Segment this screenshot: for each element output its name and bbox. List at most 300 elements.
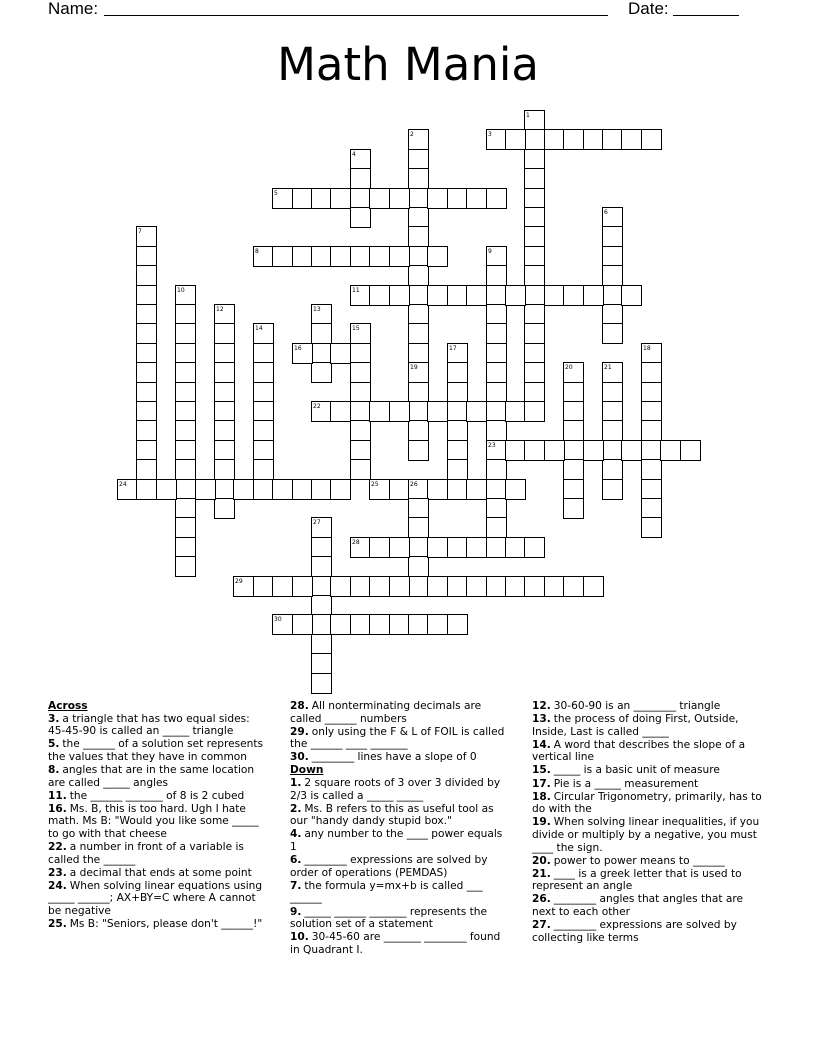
crossword-cell[interactable] [253,382,274,403]
crossword-cell[interactable] [330,246,351,267]
crossword-cell[interactable] [272,479,293,500]
crossword-cell[interactable] [583,440,604,461]
crossword-cell[interactable] [602,401,623,422]
crossword-cell[interactable] [408,129,429,150]
crossword-cell[interactable] [660,440,681,461]
crossword-cell[interactable] [408,556,429,577]
crossword-cell[interactable] [292,343,313,364]
crossword-cell[interactable] [175,304,196,325]
crossword-cell[interactable] [621,129,642,150]
crossword-cell[interactable] [524,246,545,267]
crossword-cell[interactable] [524,401,545,422]
crossword-cell[interactable] [117,479,138,500]
crossword-cell[interactable] [408,343,429,364]
crossword-cell[interactable] [136,420,157,441]
crossword-cell[interactable] [486,265,507,286]
crossword-cell[interactable] [544,576,565,597]
crossword-cell[interactable] [408,188,429,209]
crossword-cell[interactable] [311,479,332,500]
crossword-cell[interactable] [350,576,371,597]
crossword-cell[interactable] [175,285,196,306]
crossword-cell[interactable] [350,207,371,228]
crossword-cell[interactable] [524,362,545,383]
crossword-cell[interactable] [505,440,526,461]
crossword-cell[interactable] [408,537,429,558]
crossword-cell[interactable] [447,440,468,461]
crossword-cell[interactable] [389,614,410,635]
crossword-cell[interactable] [214,362,235,383]
crossword-cell[interactable] [136,343,157,364]
crossword-cell[interactable] [563,362,584,383]
crossword-cell[interactable] [602,207,623,228]
crossword-cell[interactable] [641,498,662,519]
crossword-cell[interactable] [175,401,196,422]
crossword-cell[interactable] [602,285,623,306]
crossword-cell[interactable] [602,362,623,383]
crossword-cell[interactable] [253,459,274,480]
crossword-cell[interactable] [350,382,371,403]
crossword-cell[interactable] [214,401,235,422]
clue-text: the process of doing First, Outside, Inside, Last is called _____ [532,713,739,738]
crossword-cell[interactable] [447,285,468,306]
crossword-cell[interactable] [214,323,235,344]
crossword-cell[interactable] [447,343,468,364]
crossword-cell[interactable] [563,382,584,403]
crossword-cell[interactable] [486,440,507,461]
crossword-cell[interactable] [350,420,371,441]
crossword-cell[interactable] [292,246,313,267]
crossword-cell[interactable] [350,246,371,267]
crossword-cell[interactable] [680,440,701,461]
crossword-cell[interactable] [427,537,448,558]
crossword-cell[interactable] [408,401,429,422]
crossword-cell[interactable] [447,420,468,441]
clue-number-label: 5 [274,190,278,197]
crossword-cell[interactable] [408,207,429,228]
crossword-cell[interactable] [369,246,390,267]
crossword-cell[interactable] [350,323,371,344]
crossword-cell[interactable] [330,576,351,597]
crossword-cell[interactable] [486,459,507,480]
crossword-cell[interactable] [505,285,526,306]
crossword-cell[interactable] [292,576,313,597]
crossword-cell[interactable] [486,401,507,422]
crossword-cell[interactable] [253,343,274,364]
crossword-cell[interactable] [524,265,545,286]
crossword-cell[interactable] [175,420,196,441]
crossword-cell[interactable] [486,517,507,538]
crossword-cell[interactable] [175,382,196,403]
crossword-cell[interactable] [175,479,196,500]
crossword-cell[interactable] [505,401,526,422]
crossword-cell[interactable] [272,614,293,635]
crossword-cell[interactable] [311,634,332,655]
crossword-cell[interactable] [369,188,390,209]
crossword-cell[interactable] [389,285,410,306]
crossword-cell[interactable] [389,246,410,267]
crossword-cell[interactable] [175,362,196,383]
crossword-cell[interactable] [292,614,313,635]
crossword-cell[interactable] [524,149,545,170]
crossword-cell[interactable] [195,479,216,500]
crossword-cell[interactable] [311,673,332,694]
crossword-cell[interactable] [447,537,468,558]
crossword-cell[interactable] [466,479,487,500]
crossword-cell[interactable] [641,459,662,480]
crossword-cell[interactable] [408,362,429,383]
crossword-cell[interactable] [214,420,235,441]
crossword-cell[interactable] [136,226,157,247]
crossword-cell[interactable] [136,265,157,286]
crossword-cell[interactable] [389,537,410,558]
crossword-cell[interactable] [427,401,448,422]
crossword-cell[interactable] [369,401,390,422]
crossword-cell[interactable] [621,285,642,306]
clue-number: 6. [290,854,302,867]
crossword-cell[interactable] [583,576,604,597]
crossword-cell[interactable] [253,420,274,441]
clue-number: 9. [290,905,302,918]
crossword-cell[interactable] [214,459,235,480]
crossword-cell[interactable] [486,304,507,325]
crossword-cell[interactable] [253,362,274,383]
crossword-cell[interactable] [447,188,468,209]
crossword-cell[interactable] [466,188,487,209]
crossword-cell[interactable] [641,343,662,364]
crossword-cell[interactable] [350,285,371,306]
clue-text: a decimal that ends at some point [69,866,252,879]
crossword-cell[interactable] [311,401,332,422]
crossword-cell[interactable] [641,382,662,403]
crossword-cell[interactable] [408,382,429,403]
crossword-cell[interactable] [156,479,177,500]
crossword-cell[interactable] [408,576,429,597]
crossword-cell[interactable] [311,246,332,267]
crossword-cell[interactable] [311,323,332,344]
crossword-cell[interactable] [311,653,332,674]
crossword-cell[interactable] [214,498,235,519]
crossword-cell[interactable] [350,188,371,209]
crossword-cell[interactable] [563,401,584,422]
crossword-cell[interactable] [447,459,468,480]
clue-text: a number in front of a variable is called the ______ [48,841,244,866]
crossword-cell[interactable] [175,440,196,461]
crossword-cell[interactable] [447,479,468,500]
crossword-cell[interactable] [427,246,448,267]
crossword-cell[interactable] [524,188,545,209]
crossword-cell[interactable] [253,576,274,597]
crossword-cell[interactable] [408,304,429,325]
crossword-cell[interactable] [136,479,157,500]
crossword-cell[interactable] [447,401,468,422]
clue-number: 27. [532,919,551,932]
crossword-cell[interactable] [311,188,332,209]
crossword-cell[interactable] [408,149,429,170]
crossword-cell[interactable] [408,246,429,267]
crossword-cell[interactable] [524,226,545,247]
crossword-cell[interactable] [486,420,507,441]
clue-number: 18. [532,790,551,803]
crossword-cell[interactable] [427,479,448,500]
crossword-cell[interactable] [486,188,507,209]
crossword-cell[interactable] [253,440,274,461]
crossword-cell[interactable] [447,362,468,383]
crossword-cell[interactable] [136,323,157,344]
crossword-cell[interactable] [369,537,390,558]
clue-number-label: 25 [371,481,379,488]
crossword-cell[interactable] [136,401,157,422]
page-title: Math Mania [277,38,539,91]
crossword-cell[interactable] [524,576,545,597]
clue-number-label: 14 [255,325,263,332]
down-clue-list-continued [532,700,762,944]
crossword-cell[interactable] [447,614,468,635]
crossword-cell[interactable] [214,479,235,500]
clue-number-label: 16 [294,345,302,352]
crossword-cell[interactable] [311,537,332,558]
crossword-cell[interactable] [641,129,662,150]
crossword-cell[interactable] [408,498,429,519]
crossword-cell[interactable] [311,576,332,597]
crossword-cell[interactable] [447,382,468,403]
crossword-cell[interactable] [369,576,390,597]
crossword-cell[interactable] [486,498,507,519]
crossword-cell[interactable] [602,226,623,247]
crossword-cell[interactable] [253,246,274,267]
crossword-cell[interactable] [175,323,196,344]
crossword-cell[interactable] [175,537,196,558]
crossword-cell[interactable] [641,479,662,500]
crossword-cell[interactable] [311,362,332,383]
crossword-cell[interactable] [389,576,410,597]
crossword-cell[interactable] [408,323,429,344]
down-clue [532,713,762,738]
crossword-cell[interactable] [136,285,157,306]
crossword-cell[interactable] [563,440,584,461]
crossword-cell[interactable] [350,168,371,189]
crossword-cell[interactable] [272,576,293,597]
clue-text: Circular Trigonometry, primarily, has to do with the [532,790,762,816]
crossword-cell[interactable] [330,188,351,209]
crossword-cell[interactable] [330,614,351,635]
crossword-cell[interactable] [136,459,157,480]
clue-number-label: 28 [352,539,360,546]
crossword-cell[interactable] [136,440,157,461]
crossword-cell[interactable] [253,401,274,422]
crossword-cell[interactable] [369,285,390,306]
crossword-cell[interactable] [563,420,584,441]
crossword-cell[interactable] [544,285,565,306]
crossword-cell[interactable] [292,188,313,209]
crossword-cell[interactable] [486,576,507,597]
crossword-cell[interactable] [602,246,623,267]
crossword-cell[interactable] [427,188,448,209]
crossword-cell[interactable] [350,149,371,170]
crossword-cell[interactable] [389,188,410,209]
crossword-cell[interactable] [253,323,274,344]
crossword-cell[interactable] [524,304,545,325]
crossword-cell[interactable] [486,285,507,306]
crossword-cell[interactable] [311,304,332,325]
across-clue [290,700,512,725]
crossword-cell[interactable] [466,285,487,306]
crossword-cell[interactable] [563,479,584,500]
crossword-cell[interactable] [175,517,196,538]
crossword-cell[interactable] [505,479,526,500]
crossword-cell[interactable] [466,401,487,422]
crossword-cell[interactable] [524,110,545,131]
crossword-cell[interactable] [408,614,429,635]
crossword-cell[interactable] [524,382,545,403]
crossword-cell[interactable] [350,362,371,383]
crossword-cell[interactable] [641,420,662,441]
crossword-cell[interactable] [486,343,507,364]
crossword-cell[interactable] [486,362,507,383]
crossword-cell[interactable] [175,556,196,577]
clues-column-2 [290,700,512,957]
crossword-cell[interactable] [563,498,584,519]
across-clue-list [48,713,270,931]
crossword-cell[interactable] [427,576,448,597]
crossword-cell[interactable] [524,440,545,461]
crossword-cell[interactable] [350,401,371,422]
crossword-cell[interactable] [466,576,487,597]
crossword-cell[interactable] [175,498,196,519]
crossword-cell[interactable] [408,440,429,461]
crossword-cell[interactable] [408,285,429,306]
crossword-cell[interactable] [369,479,390,500]
crossword-cell[interactable] [524,168,545,189]
crossword-cell[interactable] [486,382,507,403]
crossword-cell[interactable] [330,401,351,422]
crossword-cell[interactable] [447,576,468,597]
crossword-cell[interactable] [136,304,157,325]
crossword-cell[interactable] [253,479,274,500]
crossword-cell[interactable] [175,459,196,480]
crossword-cell[interactable] [602,129,623,150]
crossword-cell[interactable] [602,420,623,441]
crossword-cell[interactable] [311,556,332,577]
crossword-cell[interactable] [408,420,429,441]
crossword-cell[interactable] [602,265,623,286]
crossword-cell[interactable] [408,168,429,189]
crossword-cell[interactable] [408,517,429,538]
crossword-cell[interactable] [311,595,332,616]
crossword-cell[interactable] [292,479,313,500]
clue-number-label: 27 [313,519,321,526]
crossword-cell[interactable] [641,362,662,383]
clue-text: ________ angles that angles that are next to each other [532,893,743,918]
crossword-cell[interactable] [369,614,390,635]
crossword-cell[interactable] [505,129,526,150]
crossword-cell[interactable] [389,479,410,500]
crossword-cell[interactable] [486,129,507,150]
crossword-cell[interactable] [563,459,584,480]
clue-text: Ms. B, this is too hard. Ugh I hate math. Ms B: "Would you like some _____ to go with that cheese [48,802,259,840]
crossword-cell[interactable] [563,576,584,597]
crossword-cell[interactable] [602,304,623,325]
crossword-cell[interactable] [214,343,235,364]
crossword-cell[interactable] [311,517,332,538]
crossword-cell[interactable] [272,188,293,209]
crossword-cell[interactable] [583,129,604,150]
crossword-cell[interactable] [641,401,662,422]
clue-text: ________ expressions are solved by collecting like terms [532,919,737,944]
crossword-cell[interactable] [136,382,157,403]
crossword-cell[interactable] [641,440,662,461]
crossword-cell[interactable] [544,440,565,461]
crossword-cell[interactable] [408,226,429,247]
crossword-cell[interactable] [350,459,371,480]
clue-number-label: 8 [255,248,259,255]
crossword-cell[interactable] [602,382,623,403]
crossword-cell[interactable] [350,440,371,461]
crossword-cell[interactable] [563,129,584,150]
crossword-cell[interactable] [214,382,235,403]
crossword-cell[interactable] [524,285,545,306]
crossword-cell[interactable] [214,304,235,325]
crossword-cell[interactable] [136,362,157,383]
crossword-cell[interactable] [524,129,545,150]
crossword-cell[interactable] [524,207,545,228]
crossword-cell[interactable] [621,440,642,461]
crossword-cell[interactable] [136,246,157,267]
crossword-cell[interactable] [175,343,196,364]
crossword-cell[interactable] [350,537,371,558]
crossword-cell[interactable] [544,129,565,150]
clue-number-label: 21 [604,364,612,371]
crossword-cell[interactable] [641,517,662,538]
clue-text: ____ is a greek letter that is used to represent an angle [532,867,742,893]
crossword-cell[interactable] [524,343,545,364]
down-clue [532,816,762,854]
crossword-cell[interactable] [350,614,371,635]
crossword-cell[interactable] [427,614,448,635]
crossword-cell[interactable] [505,537,526,558]
crossword-cell[interactable] [233,479,254,500]
crossword-cell[interactable] [505,576,526,597]
down-clue [532,868,762,893]
clue-text: 30-45-60 are _______ ________ found in Quadrant I. [290,931,501,956]
crossword-cell[interactable] [602,459,623,480]
crossword-cell[interactable] [330,479,351,500]
crossword-cell[interactable] [466,537,487,558]
crossword-cell[interactable] [408,479,429,500]
crossword-cell[interactable] [408,265,429,286]
crossword-cell[interactable] [486,323,507,344]
crossword-cell[interactable] [389,401,410,422]
clue-number-label: 30 [274,616,282,623]
crossword-cell[interactable] [563,285,584,306]
crossword-cell[interactable] [486,479,507,500]
crossword-cell[interactable] [330,343,351,364]
crossword-cell[interactable] [524,537,545,558]
crossword-cell[interactable] [233,576,254,597]
crossword-cell[interactable] [524,323,545,344]
crossword-cell[interactable] [602,440,623,461]
crossword-cell[interactable] [350,343,371,364]
crossword-cell[interactable] [583,285,604,306]
crossword-cell[interactable] [602,479,623,500]
crossword-cell[interactable] [486,537,507,558]
crossword-cell[interactable] [311,614,332,635]
crossword-cell[interactable] [272,246,293,267]
crossword-cell[interactable] [602,323,623,344]
crossword-cell[interactable] [214,440,235,461]
crossword-cell[interactable] [311,343,332,364]
crossword-cell[interactable] [486,246,507,267]
crossword-cell[interactable] [427,285,448,306]
